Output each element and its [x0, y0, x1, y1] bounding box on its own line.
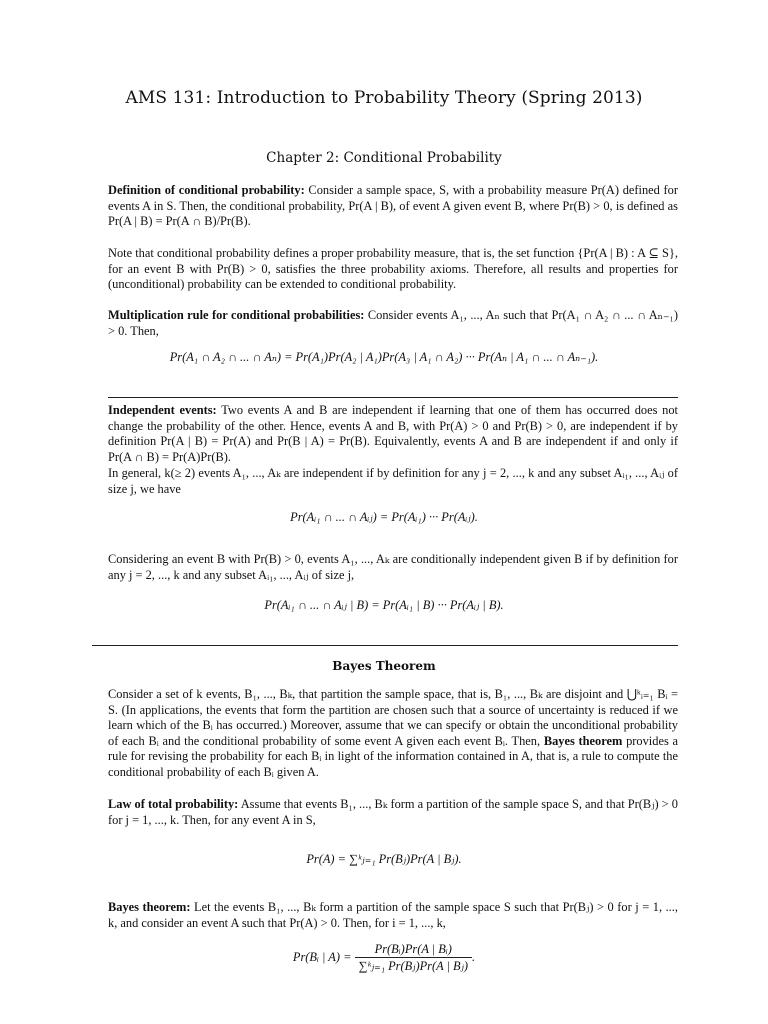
independent-events-label: Independent events:: [108, 403, 217, 417]
total-probability-text: Assume that events B₁, ..., Bₖ form a partition of the sample space S, and that Pr(Bⱼ) > 0 for j = 1, ..., k. Then, for any event A in S,: [108, 797, 678, 827]
multiplication-rule-label: Multiplication rule for conditional probabilities:: [108, 308, 365, 322]
multiplication-rule: [108, 308, 678, 339]
bayes-intro: [108, 687, 678, 781]
conditional-probability-definition: [108, 183, 678, 230]
total-probability-formula: Pr(A) = ∑ᵏⱼ₌₁ Pr(Bⱼ)Pr(A | Bⱼ).: [306, 852, 462, 866]
bayes-theorem-text: Let the events B₁, ..., Bₖ form a partition of the sample space S such that Pr(Bⱼ) > 0 for j = 1, ..., k, and consider an event A such that Pr(A) > 0. Then, for i = 1, ..., k,: [108, 900, 678, 930]
bayes-intro-part1: Consider a set of k events, B₁, ..., Bₖ, that partition the sample space, that is, B₁, ..., Bₖ are disjoint and ⋃ᵏᵢ₌₁ Bᵢ = S. (In applications, the events that form the partition are chosen such that a source of uncertainty is reduced if we learn which of the Bᵢ has occurred.) Moreover, assume that we can specify or obtain the unconditional probability of each Bᵢ and the conditional probability of some event A given each event Bᵢ. Then,: [108, 687, 678, 748]
bayes-intro-part2: provides a rule for revising the probability for each Bᵢ in light of the information contained in A, that is, a rule to compute the conditional probability of each Bᵢ given A.: [108, 733, 678, 779]
bayes-heading: Bayes Theorem: [332, 659, 436, 673]
conditional-independence-text: Considering an event B with Pr(B) > 0, events A₁, ..., Aₖ are conditionally independent given B if by definition for any j = 2, ..., k and any subset Aᵢ₁, ..., Aᵢⱼ of size j,: [108, 552, 678, 582]
independent-events-text: Two events A and B are independent if learning that one of them has occurred does not change the probability of the other. Hence, events A and B, with Pr(A) > 0 and Pr(B) > 0, are independent if by definition Pr(A | B) = Pr(A) and Pr(B | A) = Pr(B). Equivalently, events A and B are independent if and only if Pr(A ∩ B) = Pr(A)Pr(B).: [108, 403, 678, 464]
bayes-theorem-label: Bayes theorem:: [108, 900, 191, 914]
section-divider-top: [108, 397, 678, 398]
conditional-definition-text: Consider a sample space, S, with a probability measure Pr(A) defined for events A in S. Then, the conditional probability, Pr(A | B), of event A given event B, where Pr(B) > 0, is defined as Pr(A | B) = Pr(A ∩ B)/Pr(B).: [108, 183, 678, 229]
conditional-definition-label: Definition of conditional probability:: [108, 183, 305, 197]
multiplication-rule-formula: Pr(A₁ ∩ A₂ ∩ ... ∩ Aₙ) = Pr(A₁)Pr(A₂ | A₁)Pr(A₃ | A₁ ∩ A₂) ··· Pr(Aₙ | A₁ ∩ ... ∩ Aₙ₋₁).: [169, 350, 599, 364]
bayes-theorem-formula: [0, 942, 768, 974]
independent-events: [108, 403, 678, 465]
bayes-formula-numerator: Pr(Bᵢ)Pr(A | Bᵢ): [374, 942, 452, 956]
document-title: AMS 131: Introduction to Probability Theory (Spring 2013): [125, 88, 643, 108]
multiplication-rule-text: Consider events A₁, ..., Aₙ such that Pr(A₁ ∩ A₂ ∩ ... ∩ Aₙ₋₁) > 0. Then,: [108, 308, 678, 338]
total-probability-label: Law of total probability:: [108, 797, 239, 811]
independent-general: In general, k(≥ 2) events A₁, ..., Aₖ are independent if by definition for any j = 2, ..., k and any subset Aᵢ₁, ..., Aᵢⱼ of size j, we have: [108, 466, 678, 496]
bayes-formula-denominator: ∑ᵏⱼ₌₁ Pr(Bⱼ)Pr(A | Bⱼ): [355, 957, 472, 974]
bayes-intro-bold: Bayes theorem: [543, 733, 623, 748]
section-divider-bottom: [92, 645, 678, 646]
independence-formula: Pr(Aᵢ₁ ∩ ... ∩ Aᵢⱼ) = Pr(Aᵢ₁) ··· Pr(Aᵢⱼ).: [290, 510, 478, 524]
bayes-formula-end: .: [472, 949, 476, 964]
law-of-total-probability: [108, 797, 678, 828]
bayes-formula-lhs: Pr(Bᵢ | A) =: [292, 949, 352, 964]
conditional-independence-formula: Pr(Aᵢ₁ ∩ ... ∩ Aᵢⱼ | B) = Pr(Aᵢ₁ | B) ··· Pr(Aᵢⱼ | B).: [264, 598, 504, 612]
bayes-theorem-statement: [108, 900, 678, 931]
bayes-formula-fraction: [355, 942, 472, 974]
conditional-probability-note: Note that conditional probability defines a proper probability measure, that is, the set function {Pr(A | B) : A ⊆ S}, for an event B with Pr(B) > 0, satisfies the three probability axioms. Therefore, all results and properties for (unconditional) probability can be extended to conditional probability.: [108, 246, 678, 292]
chapter-title: Chapter 2: Conditional Probability: [266, 150, 502, 166]
